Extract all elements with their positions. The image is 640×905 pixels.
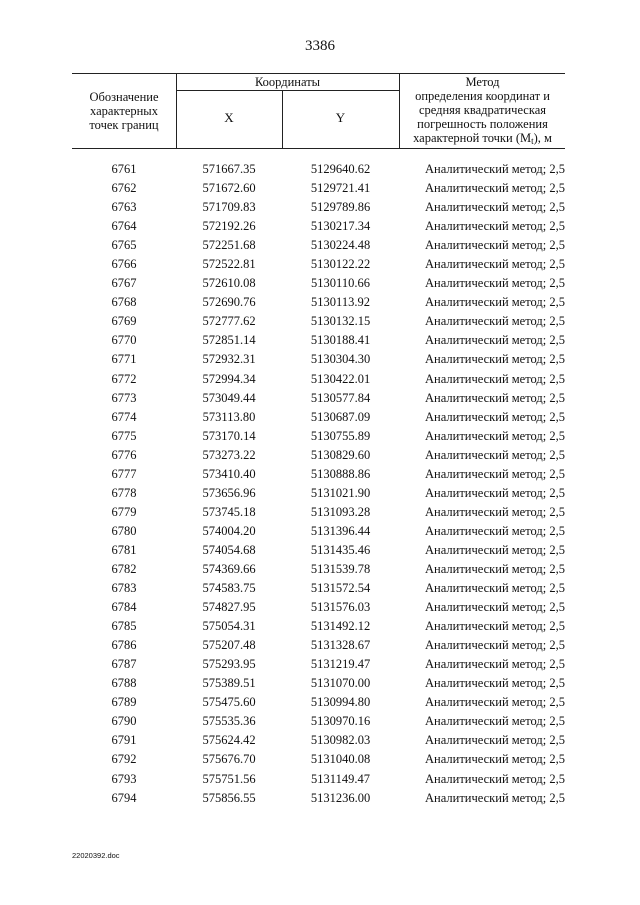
method-cell: Аналитический метод; 2,5 (425, 219, 565, 234)
table-row (72, 446, 565, 465)
x-coordinate: 575751.56 (202, 771, 256, 786)
method-cell: Аналитический метод; 2,5 (425, 542, 565, 557)
table-row (72, 560, 565, 579)
x-coordinate: 573049.44 (202, 390, 256, 405)
table-row (72, 731, 565, 750)
y-coordinate: 5130113.92 (311, 295, 370, 310)
x-coordinate: 574827.95 (202, 600, 256, 615)
y-coordinate: 5131021.90 (310, 485, 371, 500)
y-coordinate: 5130217.34 (310, 219, 371, 234)
point-code: 6771 (111, 352, 137, 367)
table-row (72, 160, 565, 179)
y-coordinate: 5131576.03 (310, 600, 371, 615)
y-coordinate: 5131572.54 (310, 581, 371, 596)
method-cell: Аналитический метод; 2,5 (425, 371, 565, 386)
table-row (72, 350, 565, 369)
x-coordinate: 574583.75 (202, 581, 256, 596)
method-description: определения координат и средняя квадратическая погрешность положения (415, 89, 550, 131)
point-code: 6762 (111, 181, 137, 196)
x-coordinate: 572522.81 (202, 257, 256, 272)
table-row (72, 465, 565, 484)
y-coordinate: 5130577.84 (310, 390, 371, 405)
method-cell: Аналитический метод; 2,5 (425, 638, 565, 653)
y-coordinate: 5130188.41 (310, 333, 371, 348)
x-coordinate: 575054.31 (202, 619, 256, 634)
x-coordinate: 572994.34 (202, 371, 256, 386)
method-cell: Аналитический метод; 2,5 (425, 257, 565, 272)
point-code: 6794 (111, 790, 137, 805)
point-code: 6792 (111, 752, 137, 767)
point-code: 6786 (111, 638, 137, 653)
y-coordinate: 5130132.15 (310, 314, 371, 329)
method-cell: Аналитический метод; 2,5 (425, 390, 565, 405)
coordinates-header: Координаты (254, 75, 321, 89)
table-row (72, 408, 565, 427)
y-coordinate: 5131236.00 (310, 790, 371, 805)
method-cell: Аналитический метод; 2,5 (425, 733, 565, 748)
y-coordinate: 5130994.80 (310, 695, 371, 710)
method-cell: Аналитический метод; 2,5 (425, 295, 565, 310)
x-coordinate: 575293.95 (202, 657, 256, 672)
x-coordinate: 574004.20 (202, 523, 256, 538)
x-coordinate: 574369.66 (202, 561, 256, 576)
x-coordinate: 572192.26 (202, 219, 256, 234)
x-coordinate: 575207.48 (202, 638, 256, 653)
table-row (72, 789, 565, 808)
method-cell: Аналитический метод; 2,5 (425, 600, 565, 615)
method-cell: Аналитический метод; 2,5 (425, 714, 565, 729)
x-coordinate: 573170.14 (202, 428, 256, 443)
method-cell: Аналитический метод; 2,5 (425, 619, 565, 634)
table-header (72, 73, 565, 148)
x-coordinate: 572851.14 (202, 333, 256, 348)
table-row (72, 598, 565, 617)
table-row (72, 484, 565, 503)
x-coordinate: 572932.31 (202, 352, 256, 367)
y-coordinate: 5130970.16 (310, 714, 371, 729)
x-coordinate: 571672.60 (202, 181, 256, 196)
point-code: 6766 (111, 257, 137, 272)
method-cell: Аналитический метод; 2,5 (425, 181, 565, 196)
method-cell: Аналитический метод; 2,5 (425, 752, 565, 767)
x-coordinate: 571667.35 (202, 162, 256, 176)
y-coordinate: 5131070.00 (310, 676, 371, 691)
point-code: 6788 (111, 676, 137, 691)
y-coordinate: 5130304.30 (310, 352, 371, 367)
page-number: 3386 (305, 38, 335, 54)
y-coordinate: 5131328.67 (310, 638, 371, 653)
table-row (72, 503, 565, 522)
table-row (72, 370, 565, 389)
y-coordinate: 5129789.86 (310, 200, 371, 215)
coordinates-table-body (72, 160, 565, 808)
point-code: 6763 (111, 200, 137, 215)
x-coordinate: 575676.70 (202, 752, 256, 767)
point-code: 6769 (111, 314, 137, 329)
point-code: 6782 (111, 561, 137, 576)
point-code: 6765 (111, 238, 137, 253)
x-coordinate: 572610.08 (202, 276, 256, 291)
point-code: 6785 (111, 619, 137, 634)
method-cell: Аналитический метод; 2,5 (425, 314, 565, 329)
table-row (72, 712, 565, 731)
y-coordinate: 5131492.12 (310, 619, 371, 634)
table-row (72, 636, 565, 655)
table-row (72, 770, 565, 789)
x-coordinate: 573410.40 (202, 466, 256, 481)
method-subscript: t (531, 136, 534, 146)
method-cell: Аналитический метод; 2,5 (425, 657, 565, 672)
point-code: 6773 (111, 390, 137, 405)
method-cell: Аналитический метод; 2,5 (425, 428, 565, 443)
x-coordinate: 572251.68 (202, 238, 256, 253)
header-bottom-rule (72, 148, 565, 149)
x-coordinate: 573113.80 (202, 409, 256, 424)
table-row (72, 579, 565, 598)
x-coordinate: 574054.68 (202, 542, 256, 557)
point-code: 6791 (111, 733, 137, 748)
method-title: Метод (465, 75, 500, 89)
table-row (72, 236, 565, 255)
point-code: 6778 (111, 485, 137, 500)
method-cell: Аналитический метод; 2,5 (425, 504, 565, 519)
x-coordinate: 572777.62 (202, 314, 256, 329)
method-cell: Аналитический метод; 2,5 (425, 581, 565, 596)
point-code: 6781 (111, 542, 137, 557)
x-coordinate: 575475.60 (202, 695, 256, 710)
table-row (72, 427, 565, 446)
y-coordinate: 5130888.86 (310, 466, 371, 481)
y-coordinate: 5131539.78 (310, 561, 371, 576)
point-code: 6787 (111, 657, 137, 672)
designation-header: Обозначение характерных точек границ (89, 90, 159, 132)
method-description-last-line: характерной точки $(M_t)$, м (413, 131, 552, 146)
document-filename: 22020392.doc (72, 851, 120, 860)
y-coordinate: 5130110.66 (311, 276, 370, 291)
method-cell: Аналитический метод; 2,5 (425, 447, 565, 462)
point-code: 6768 (111, 295, 137, 310)
y-coordinate: 5131040.08 (310, 752, 371, 767)
method-cell: Аналитический метод; 2,5 (425, 790, 565, 805)
y-coordinate: 5131219.47 (310, 657, 371, 672)
x-coordinate: 575856.55 (202, 790, 256, 805)
method-cell: Аналитический метод; 2,5 (425, 409, 565, 424)
point-code: 6779 (111, 504, 137, 519)
y-coordinate: 5130224.48 (310, 238, 371, 253)
point-code: 6767 (111, 276, 137, 291)
y-coordinate: 5131435.46 (310, 542, 371, 557)
method-cell: Аналитический метод; 2,5 (425, 162, 565, 176)
table-row (72, 674, 565, 693)
method-cell: Аналитический метод; 2,5 (425, 771, 565, 786)
point-code: 6776 (111, 447, 137, 462)
method-cell: Аналитический метод; 2,5 (425, 695, 565, 710)
y-coordinate: 5131396.44 (310, 523, 371, 538)
method-cell: Аналитический метод; 2,5 (425, 352, 565, 367)
method-cell: Аналитический метод; 2,5 (425, 676, 565, 691)
x-coordinate: 571709.83 (202, 200, 256, 215)
y-coordinate: 5130687.09 (310, 409, 371, 424)
y-coordinate: 5130122.22 (310, 257, 371, 272)
table-row (72, 389, 565, 408)
method-cell: Аналитический метод; 2,5 (425, 485, 565, 500)
y-coordinate: 5131149.47 (311, 771, 370, 786)
y-coordinate: 5130829.60 (310, 447, 371, 462)
table-row (72, 541, 565, 560)
point-code: 6780 (111, 523, 137, 538)
point-code: 6770 (111, 333, 137, 348)
point-code: 6761 (111, 162, 137, 176)
method-cell: Аналитический метод; 2,5 (425, 200, 565, 215)
x-coordinate: 573745.18 (202, 504, 256, 519)
point-code: 6789 (111, 695, 137, 710)
method-cell: Аналитический метод; 2,5 (425, 333, 565, 348)
y-coordinate: 5130982.03 (310, 733, 371, 748)
x-coordinate: 575389.51 (202, 676, 256, 691)
point-code: 6784 (111, 600, 137, 615)
table-row (72, 331, 565, 350)
table-row (72, 274, 565, 293)
y-coordinate: 5131093.28 (310, 504, 371, 519)
y-coordinate: 5130422.01 (310, 371, 371, 386)
method-cell: Аналитический метод; 2,5 (425, 238, 565, 253)
x-header: X (224, 110, 234, 125)
table-row (72, 750, 565, 769)
y-coordinate: 5130755.89 (310, 428, 371, 443)
method-cell: Аналитический метод; 2,5 (425, 523, 565, 538)
point-code: 6764 (111, 219, 137, 234)
point-code: 6772 (111, 371, 137, 386)
coordinates-subrule (176, 90, 399, 91)
point-code: 6774 (111, 409, 137, 424)
x-coordinate: 575624.42 (202, 733, 256, 748)
x-coordinate: 575535.36 (202, 714, 256, 729)
table-row (72, 293, 565, 312)
method-header (400, 75, 565, 148)
point-code: 6775 (111, 428, 137, 443)
x-coordinate: 573273.22 (202, 447, 256, 462)
y-header: Y (335, 110, 346, 125)
point-code: 6790 (111, 714, 137, 729)
table-row (72, 312, 565, 331)
point-code: 6783 (111, 581, 137, 596)
point-code: 6793 (111, 771, 137, 786)
table-row (72, 522, 565, 541)
table-row (72, 198, 565, 217)
method-cell: Аналитический метод; 2,5 (425, 561, 565, 576)
table-row (72, 217, 565, 236)
point-code: 6777 (111, 466, 137, 481)
header-top-rule (72, 73, 565, 74)
x-coordinate: 572690.76 (202, 295, 256, 310)
x-coordinate: 573656.96 (202, 485, 256, 500)
table-row (72, 255, 565, 274)
method-cell: Аналитический метод; 2,5 (425, 276, 565, 291)
table-row (72, 179, 565, 198)
table-row (72, 693, 565, 712)
y-coordinate: 5129721.41 (310, 181, 371, 196)
y-coordinate: 5129640.62 (310, 162, 371, 176)
table-row (72, 655, 565, 674)
method-cell: Аналитический метод; 2,5 (425, 466, 565, 481)
table-row (72, 617, 565, 636)
